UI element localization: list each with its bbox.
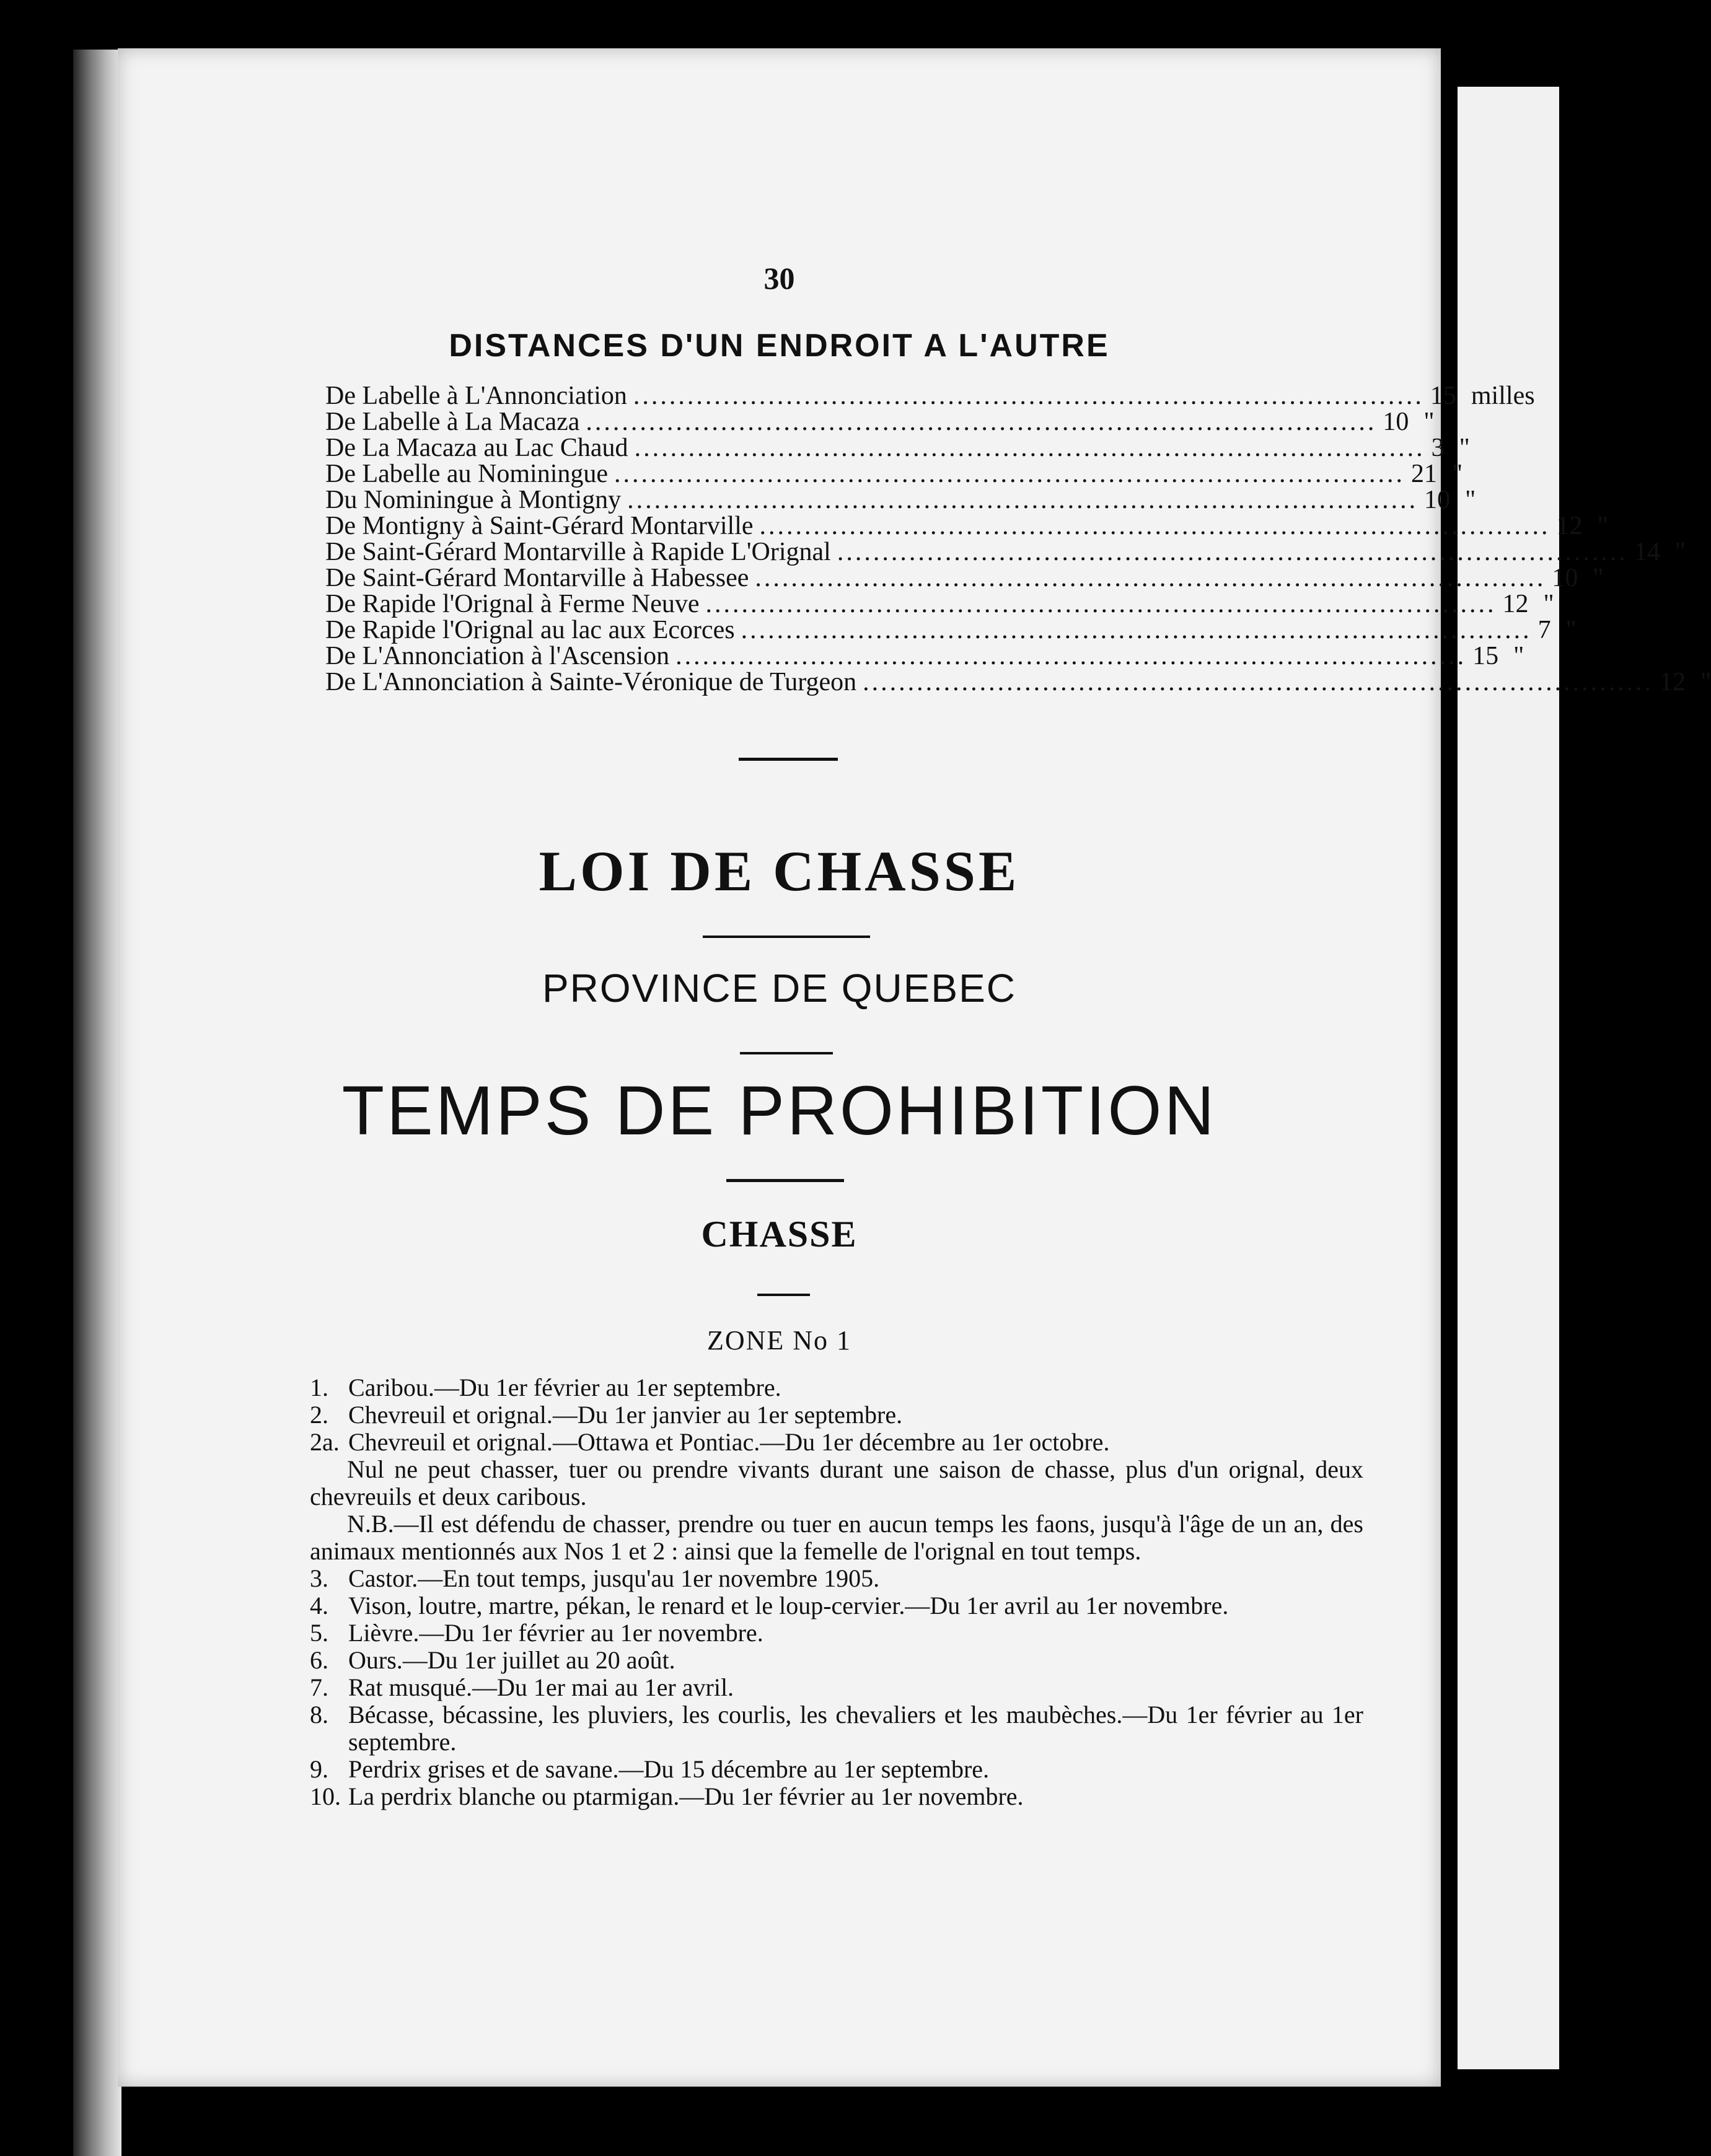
rule-text: Bécasse, bécassine, les pluviers, les courlis, les chevaliers et les maubèches.—Du 1er février au 1er septembre.	[348, 1701, 1363, 1756]
rule-number: 6.	[310, 1646, 328, 1674]
distance-row	[325, 564, 1604, 592]
book-page	[118, 48, 1711, 2087]
distance-row	[325, 434, 1470, 462]
distance-row	[325, 382, 1535, 410]
distance-value: 21	[1411, 460, 1438, 488]
dot-leader: ........................................................................................	[863, 668, 1654, 696]
distance-route: Du Nominingue à Montigny	[325, 486, 622, 514]
province-heading: PROVINCE DE QUEBEC	[542, 966, 1017, 1010]
distance-route: De Labelle à L'Annonciation	[325, 382, 627, 410]
distance-row	[325, 668, 1711, 696]
distance-unit: "	[1700, 668, 1711, 696]
rule-item	[310, 1592, 1363, 1619]
temps-de-prohibition-title: TEMPS DE PROHIBITION	[341, 1072, 1217, 1149]
rule-item	[310, 1429, 1363, 1456]
distance-value: 3	[1431, 434, 1445, 462]
distance-value: 12	[1502, 590, 1529, 618]
chasse-heading: CHASSE	[701, 1214, 858, 1255]
distance-route: De Montigny à Saint-Gérard Montarville	[325, 512, 754, 540]
dot-leader: ........................................................................................	[614, 460, 1405, 488]
rule-text: Ours.—Du 1er juillet au 20 août.	[348, 1646, 675, 1674]
distance-row	[325, 486, 1476, 514]
dot-leader: ........................................................................................	[634, 434, 1425, 462]
hunting-rules-list	[310, 1374, 1363, 1810]
distance-value: 10	[1424, 486, 1451, 514]
paragraph-nb: N.B.—Il est défendu de chasser, prendre ou tuer en aucun temps les faons, jusqu'à l'âge de un an, des animaux mentionnés aux Nos 1 et 2 : ainsi que la femelle de l'orignal en tout temps.	[310, 1510, 1363, 1565]
dot-leader: ........................................................................................	[741, 616, 1532, 644]
distance-row	[325, 460, 1463, 488]
distance-value: 15	[1430, 382, 1456, 410]
distance-unit: "	[1423, 408, 1435, 436]
rule-number: 2.	[310, 1401, 328, 1429]
distance-route: De Rapide l'Orignal à Ferme Neuve	[325, 590, 700, 618]
distance-route: De Saint-Gérard Montarville à Habessee	[325, 564, 749, 592]
rule-number: 1.	[310, 1374, 328, 1401]
rule-item	[310, 1701, 1363, 1756]
dot-leader: ........................................................................................	[586, 408, 1377, 436]
distance-unit: "	[1593, 564, 1604, 592]
distance-value: 12	[1556, 512, 1583, 540]
scan-shadow-left	[73, 50, 121, 2156]
rule-number: 4.	[310, 1592, 328, 1619]
zone-label: ZONE No 1	[706, 1325, 852, 1356]
paragraph-limit: Nul ne peut chasser, tuer ou prendre vivants durant une saison de chasse, plus d'un orignal, deux chevreuils et deux caribous.	[310, 1455, 1363, 1510]
distance-unit: milles	[1471, 382, 1535, 410]
dot-leader: ........................................................................................	[837, 538, 1628, 566]
rule-text: Vison, loutre, martre, pékan, le renard et le loup-cervier.—Du 1er avril au 1er novembre.	[348, 1592, 1229, 1619]
rule-number: 7.	[310, 1673, 328, 1701]
distance-row	[325, 408, 1435, 436]
page-number: 30	[763, 261, 795, 296]
divider-rule	[740, 1052, 833, 1054]
distance-row	[325, 616, 1577, 644]
rule-text: Perdrix grises et de savane.—Du 15 décembre au 1er septembre.	[348, 1755, 990, 1783]
dot-leader: ........................................................................................	[633, 382, 1424, 410]
rule-number: 3.	[310, 1564, 328, 1592]
distance-value: 14	[1634, 538, 1660, 566]
distance-row	[325, 512, 1608, 540]
dot-leader: ........................................................................................	[759, 512, 1550, 540]
rule-item	[310, 1565, 1363, 1592]
rule-text: Chevreuil et orignal.—Du 1er janvier au 1er septembre.	[348, 1401, 903, 1429]
divider-rule	[757, 1294, 810, 1296]
dot-leader: ........................................................................................	[675, 642, 1467, 670]
rule-item	[310, 1756, 1363, 1783]
distance-value: 12	[1660, 668, 1686, 696]
distance-route: De La Macaza au Lac Chaud	[325, 434, 628, 462]
distance-unit: "	[1459, 434, 1470, 462]
loi-de-chasse-title: LOI DE CHASSE	[539, 839, 1020, 903]
distance-route: De L'Annonciation à l'Ascension	[325, 642, 670, 670]
rule-item	[310, 1674, 1363, 1701]
distance-route: De Labelle au Nominingue	[325, 460, 609, 488]
rule-text: Lièvre.—Du 1er février au 1er novembre.	[348, 1619, 763, 1647]
rule-number: 2a.	[310, 1428, 340, 1456]
rule-text: La perdrix blanche ou ptarmigan.—Du 1er février au 1er novembre.	[348, 1782, 1024, 1810]
rule-number: 9.	[310, 1755, 328, 1783]
rule-number: 8.	[310, 1701, 328, 1729]
distance-route: De Labelle à La Macaza	[325, 408, 580, 436]
distance-unit: "	[1565, 616, 1577, 644]
divider-rule	[703, 936, 870, 938]
dot-leader: ........................................................................................	[705, 590, 1497, 618]
distances-table	[325, 382, 1711, 696]
distance-route: De Rapide l'Orignal au lac aux Ecorces	[325, 616, 735, 644]
rule-item	[310, 1401, 1363, 1429]
distance-unit: "	[1543, 590, 1554, 618]
rule-text: Rat musqué.—Du 1er mai au 1er avril.	[348, 1673, 734, 1701]
rule-item	[310, 1647, 1363, 1674]
rule-number: 10.	[310, 1782, 341, 1810]
rule-text: Chevreuil et orignal.—Ottawa et Pontiac.—Du 1er décembre au 1er octobre.	[348, 1428, 1110, 1456]
distance-route: De Saint-Gérard Montarville à Rapide L'Orignal	[325, 538, 831, 566]
distance-row	[325, 590, 1554, 618]
distance-value: 10	[1383, 408, 1409, 436]
distance-value: 7	[1537, 616, 1551, 644]
divider-rule	[739, 758, 838, 761]
distance-row	[325, 642, 1524, 670]
rule-number: 5.	[310, 1619, 328, 1647]
distance-unit: "	[1452, 460, 1463, 488]
distance-unit: "	[1465, 486, 1476, 514]
divider-rule	[726, 1179, 844, 1182]
rule-item	[310, 1783, 1363, 1810]
dot-leader: ........................................................................................	[755, 564, 1546, 592]
rule-text: Castor.—En tout temps, jusqu'au 1er novembre 1905.	[348, 1564, 880, 1592]
distance-row	[325, 538, 1686, 566]
rule-item	[310, 1619, 1363, 1647]
distance-unit: "	[1513, 642, 1524, 670]
distance-value: 15	[1472, 642, 1499, 670]
distance-route: De L'Annonciation à Sainte-Véronique de Turgeon	[325, 668, 857, 696]
distance-unit: "	[1674, 538, 1686, 566]
distance-unit: "	[1597, 512, 1608, 540]
rule-text: Caribou.—Du 1er février au 1er septembre.	[348, 1374, 781, 1401]
rule-item	[310, 1374, 1363, 1401]
distance-value: 10	[1552, 564, 1578, 592]
dot-leader: ........................................................................................	[627, 486, 1419, 514]
distances-heading: DISTANCES D'UN ENDROIT A L'AUTRE	[449, 328, 1110, 364]
